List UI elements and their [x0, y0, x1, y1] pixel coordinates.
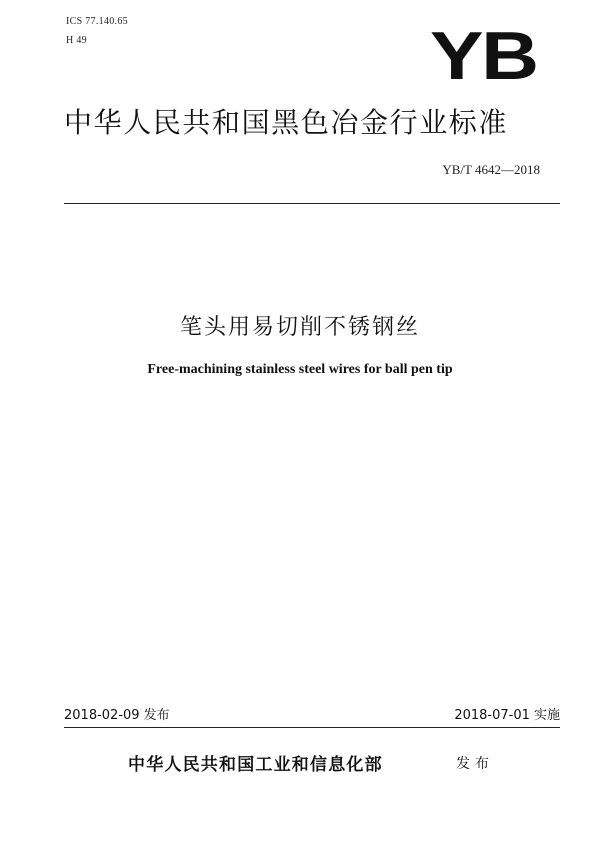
- standard-category-title: 中华人民共和国黑色冶金行业标准: [64, 106, 509, 139]
- chinese-title: 笔头用易切削不锈钢丝: [179, 315, 420, 340]
- top-divider: [64, 203, 560, 204]
- implementation-date: 2018-07-01 实施: [454, 708, 560, 723]
- bottom-divider: [64, 727, 560, 728]
- standard-number: YB/T 4642—2018: [442, 162, 540, 177]
- issuing-authority: 中华人民共和国工业和信息化部: [128, 755, 383, 775]
- issue-action-label: 发布: [456, 756, 494, 772]
- ccs-code: H 49: [66, 35, 87, 46]
- ics-code: ICS 77.140.65: [66, 16, 128, 27]
- date-row: [64, 704, 560, 724]
- issue-date: 2018-02-09 发布: [64, 708, 170, 723]
- yb-logo: YB: [430, 18, 537, 94]
- english-title: Free-machining stainless steel wires for ball pen tip: [147, 362, 453, 377]
